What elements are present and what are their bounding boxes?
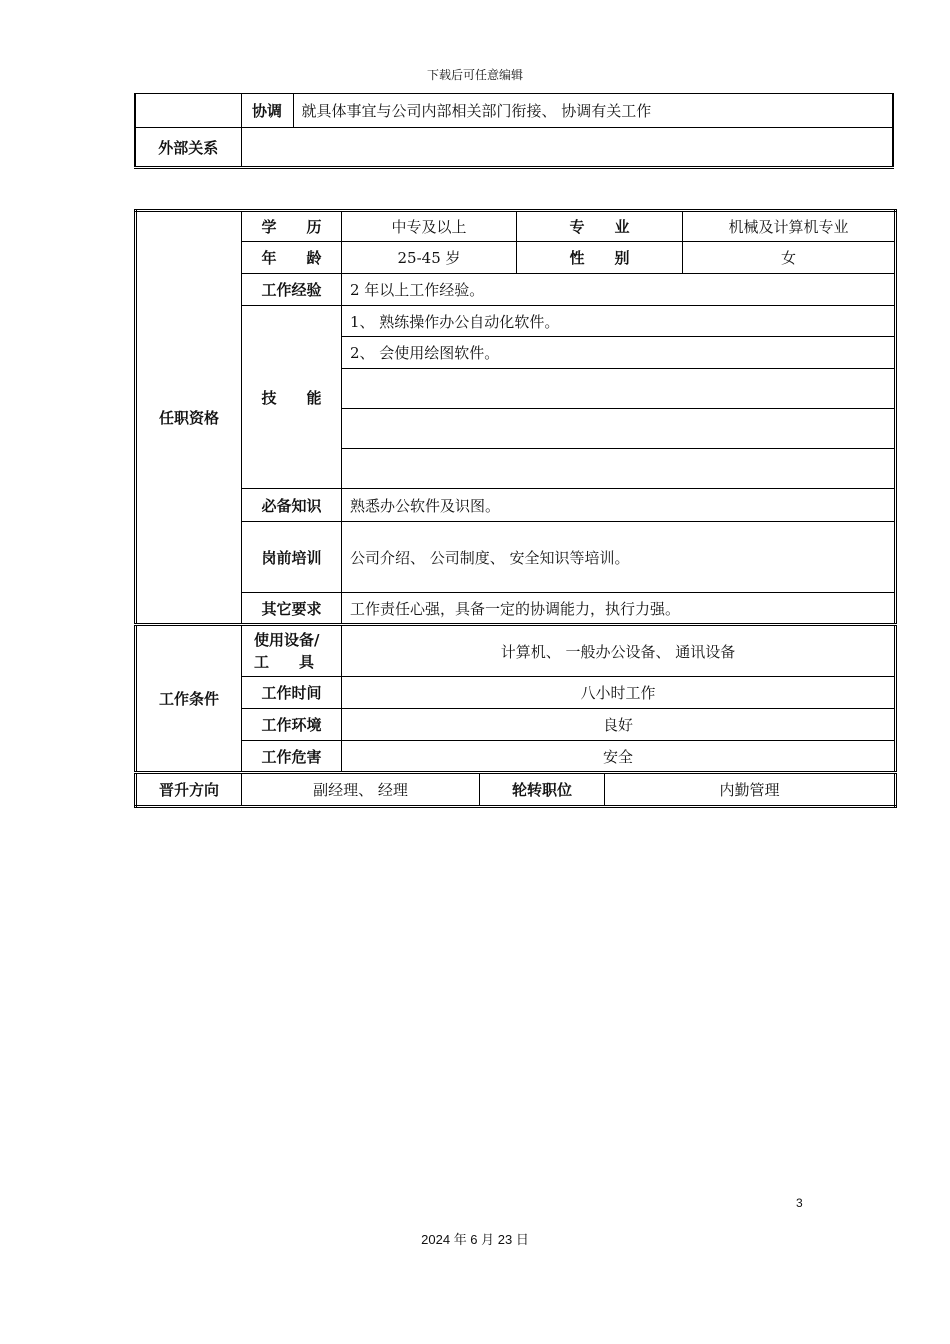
gender-label: 性 别 — [517, 242, 683, 274]
conditions-section-label: 工作条件 — [136, 625, 242, 773]
empty-cell — [135, 94, 241, 128]
experience-value: 2 年以上工作经验。 — [342, 274, 896, 306]
relations-table — [134, 93, 894, 169]
major-label: 专 业 — [517, 211, 683, 242]
table-row — [136, 211, 896, 242]
skill-item: 2、 会使用绘图软件。 — [342, 337, 896, 369]
page-number: 3 — [796, 1196, 803, 1210]
table-row — [136, 773, 896, 807]
table-row — [136, 489, 896, 522]
equipment-label-line: 使用设备/ — [254, 631, 320, 649]
promotion-label: 晋升方向 — [136, 773, 242, 807]
rotation-value: 内勤管理 — [605, 773, 896, 807]
knowledge-label: 必备知识 — [242, 489, 342, 522]
external-relations-value — [241, 128, 893, 168]
work-hours-label: 工作时间 — [242, 677, 342, 709]
coordination-label: 协调 — [241, 94, 293, 128]
other-requirements-label: 其它要求 — [242, 593, 342, 625]
coordination-value: 就具体事宜与公司内部相关部门衔接、 协调有关工作 — [293, 94, 893, 128]
environment-label: 工作环境 — [242, 709, 342, 741]
page-header: 下载后可任意编辑 — [426, 68, 523, 82]
skill-item — [342, 449, 896, 489]
gender-value: 女 — [683, 242, 896, 274]
table-row — [136, 522, 896, 593]
equipment-label — [242, 625, 342, 677]
job-requirements-table — [134, 209, 897, 808]
rotation-label: 轮转职位 — [480, 773, 605, 807]
equipment-value: 计算机、 一般办公设备、 通讯设备 — [342, 625, 896, 677]
training-value: 公司介绍、 公司制度、 安全知识等培训。 — [342, 522, 896, 593]
table-row — [135, 94, 893, 128]
age-label: 年 龄 — [242, 242, 342, 274]
qualifications-section-label: 任职资格 — [136, 211, 242, 625]
footer-date: 2024 年 6 月 23 日 — [421, 1232, 529, 1247]
table-row — [136, 306, 896, 337]
education-value: 中专及以上 — [342, 211, 517, 242]
major-value: 机械及计算机专业 — [683, 211, 896, 242]
other-requirements-value: 工作责任心强，具备一定的协调能力，执行力强。 — [342, 593, 896, 625]
equipment-label-line: 工 具 — [254, 653, 315, 671]
age-value: 25-45 岁 — [342, 242, 517, 274]
table-row — [136, 741, 896, 773]
hazard-label: 工作危害 — [242, 741, 342, 773]
table-row — [136, 242, 896, 274]
skill-item — [342, 369, 896, 409]
education-label: 学 历 — [242, 211, 342, 242]
external-relations-label: 外部关系 — [135, 128, 241, 168]
table-row — [136, 677, 896, 709]
environment-value: 良好 — [342, 709, 896, 741]
table-row — [136, 274, 896, 306]
skill-item: 1、 熟练操作办公自动化软件。 — [342, 306, 896, 337]
knowledge-value: 熟悉办公软件及识图。 — [342, 489, 896, 522]
work-hours-value: 八小时工作 — [342, 677, 896, 709]
hazard-value: 安全 — [342, 741, 896, 773]
table-row — [136, 593, 896, 625]
table-row — [136, 709, 896, 741]
skill-item — [342, 409, 896, 449]
table-row — [135, 128, 893, 168]
promotion-value: 副经理、 经理 — [242, 773, 480, 807]
experience-label: 工作经验 — [242, 274, 342, 306]
skills-label: 技 能 — [242, 306, 342, 489]
table-row — [136, 625, 896, 677]
training-label: 岗前培训 — [242, 522, 342, 593]
